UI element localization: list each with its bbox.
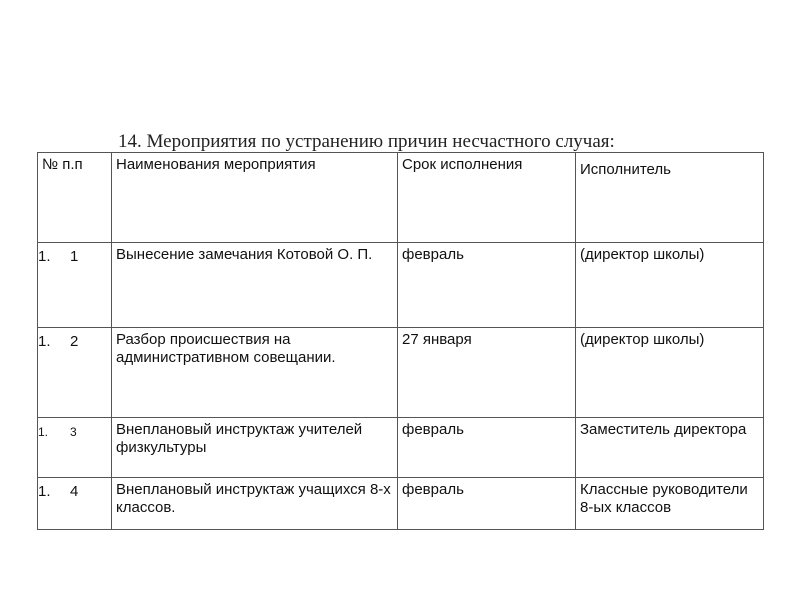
list-marker: 1.: [38, 333, 51, 350]
table-row: [38, 478, 764, 530]
row-number: 3: [70, 425, 77, 439]
deadline-cell: 27 января: [398, 328, 576, 418]
executor-cell: Заместитель директора: [576, 418, 764, 478]
deadline-cell: февраль: [398, 243, 576, 328]
measures-table: [37, 152, 764, 530]
row-number-cell: [38, 478, 112, 530]
table-row: [38, 418, 764, 478]
header-measure: Наименования мероприятия: [112, 153, 398, 243]
header-deadline: Срок исполнения: [398, 153, 576, 243]
row-number: 4: [70, 483, 79, 500]
measure-cell: Внеплановый инструктаж учителей физкультуры: [112, 418, 398, 478]
measure-cell: Разбор происшествия на административном совещании.: [112, 328, 398, 418]
document-title: 14. Мероприятия по устранению причин несчастного случая:: [118, 131, 615, 152]
deadline-cell: февраль: [398, 478, 576, 530]
row-number: 2: [70, 333, 79, 350]
measure-cell: Вынесение замечания Котовой О. П.: [112, 243, 398, 328]
deadline-cell: февраль: [398, 418, 576, 478]
executor-cell: Классные руководители 8-ых классов: [576, 478, 764, 530]
table-row: [38, 328, 764, 418]
row-number: 1: [70, 248, 79, 265]
executor-cell: (директор школы): [576, 328, 764, 418]
row-number-cell: [38, 328, 112, 418]
header-number: № п.п: [38, 153, 112, 243]
table-row: [38, 243, 764, 328]
list-marker: 1.: [38, 425, 49, 439]
row-number-cell: [38, 243, 112, 328]
executor-cell: (директор школы): [576, 243, 764, 328]
row-number-cell: [38, 418, 112, 478]
list-marker: 1.: [38, 248, 51, 265]
header-executor: Исполнитель: [576, 153, 764, 243]
list-marker: 1.: [38, 483, 51, 500]
table-header-row: [38, 153, 764, 243]
measure-cell: Внеплановый инструктаж учащихся 8-х классов.: [112, 478, 398, 530]
